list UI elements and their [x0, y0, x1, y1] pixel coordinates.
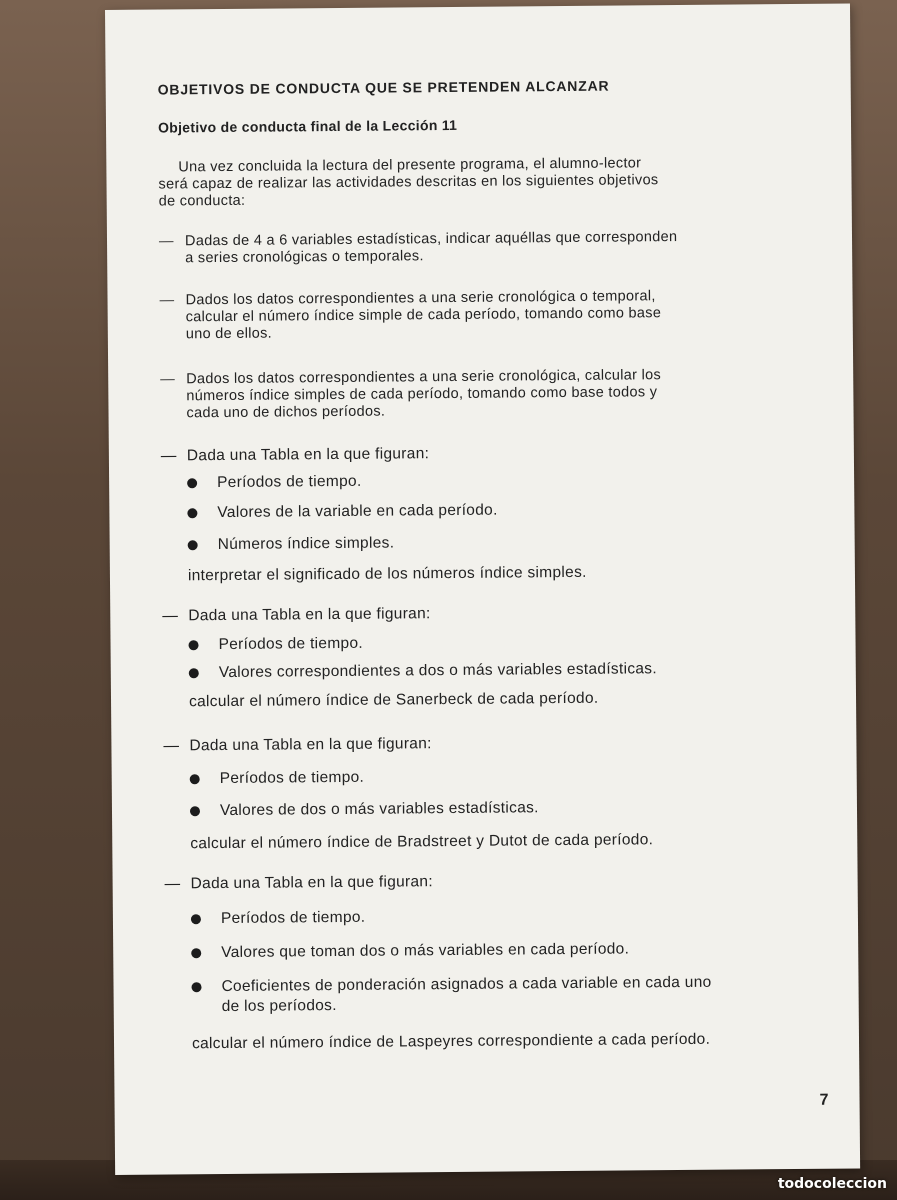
- page-number: 7: [819, 1091, 829, 1109]
- bullet-icon: [191, 948, 201, 958]
- group-conclusion: calcular el número índice de Sanerbeck de cada período.: [188, 689, 599, 711]
- intro-paragraph: [158, 154, 758, 210]
- objective-line: uno de ellos.: [185, 325, 273, 343]
- group-conclusion: calcular el número índice de Laspeyres correspondiente a cada período.: [191, 1030, 711, 1053]
- bullet-icon: [189, 640, 199, 650]
- objective-line: Dados los datos correspondientes a una serie cronológica, calcular los: [186, 367, 662, 388]
- bullet-text: de los períodos.: [221, 997, 337, 1016]
- page-title: OBJETIVOS DE CONDUCTA QUE SE PRETENDEN ALCANZAR: [157, 77, 610, 98]
- bullet-icon: [189, 668, 199, 678]
- bullet-text: Valores de la variable en cada período.: [217, 501, 498, 522]
- objective-item: [158, 228, 759, 267]
- document-page: [105, 3, 860, 1174]
- section-subtitle: Objetivo de conducta final de la Lección 11: [157, 116, 458, 136]
- objective-item: [160, 366, 760, 422]
- objective-text: [185, 287, 745, 343]
- watermark-logo: todocoleccion: [777, 1176, 887, 1192]
- bullet-text: Coeficientes de ponderación asignados a cada variable en cada uno: [221, 973, 712, 996]
- group-lead-text: Dada una Tabla en la que figuran:: [190, 873, 433, 893]
- intro-line: Una vez concluida la lectura del presente programa, el alumno-lector: [178, 155, 642, 176]
- bullet-text: Períodos de tiempo.: [219, 768, 365, 788]
- bullet-text: Números índice simples.: [217, 534, 395, 554]
- group-conclusion: interpretar el significado de los números índice simples.: [187, 563, 587, 585]
- dash-marker: —: [160, 447, 177, 465]
- objective-text: [186, 366, 746, 422]
- bullet-icon: [190, 774, 200, 784]
- intro-line: será capaz de realizar las actividades descritas en los siguientes objetivos: [158, 172, 659, 193]
- objective-line: cada uno de dichos períodos.: [186, 403, 386, 422]
- objective-line: calcular el número índice simple de cada período, tomando como base: [185, 305, 662, 326]
- objective-group: [164, 870, 805, 1053]
- bullet-icon: [191, 914, 201, 924]
- objective-item: [159, 287, 759, 343]
- bullet-icon: [187, 508, 197, 518]
- group-lead-text: Dada una Tabla en la que figuran:: [189, 735, 432, 755]
- objective-text: [185, 228, 745, 267]
- bullet-text: Períodos de tiempo.: [218, 634, 364, 654]
- group-lead: [165, 873, 433, 893]
- bullet-icon: [188, 540, 198, 550]
- group-lead: [163, 735, 431, 755]
- dash-marker: —: [164, 875, 181, 893]
- objective-line: Dadas de 4 a 6 variables estadísticas, indicar aquéllas que corresponden: [184, 229, 678, 250]
- bullet-icon: [190, 806, 200, 816]
- dash-marker: —: [158, 233, 174, 250]
- intro-line: de conducta:: [158, 192, 246, 210]
- bullet-icon: [191, 982, 201, 992]
- group-lead: [162, 605, 430, 625]
- objective-line: números índice simples de cada período, tomando como base todos y: [186, 384, 658, 405]
- bullet-icon: [187, 478, 197, 488]
- group-lead-text: Dada una Tabla en la que figuran:: [188, 605, 431, 625]
- bullet-text: Valores correspondientes a dos o más variables estadísticas.: [218, 660, 657, 682]
- group-conclusion: calcular el número índice de Bradstreet y Dutot de cada período.: [190, 831, 654, 853]
- objective-group: [162, 602, 802, 711]
- dash-marker: —: [160, 371, 175, 388]
- objective-group: [160, 442, 801, 585]
- dash-marker: —: [159, 292, 175, 309]
- objective-group: [163, 732, 803, 853]
- group-lead: [161, 445, 429, 465]
- bullet-text: Valores de dos o más variables estadísticas.: [219, 799, 539, 820]
- bullet-text: Períodos de tiempo.: [220, 908, 366, 928]
- dash-marker: —: [162, 607, 179, 625]
- bullet-text: Valores que toman dos o más variables en cada período.: [221, 940, 630, 962]
- dash-marker: —: [163, 737, 180, 755]
- objective-line: Dados los datos correspondientes a una serie cronológica o temporal,: [185, 288, 656, 309]
- objective-line: a series cronológicas o temporales.: [185, 248, 424, 267]
- group-lead-text: Dada una Tabla en la que figuran:: [186, 445, 430, 465]
- bullet-text: Períodos de tiempo.: [217, 472, 362, 492]
